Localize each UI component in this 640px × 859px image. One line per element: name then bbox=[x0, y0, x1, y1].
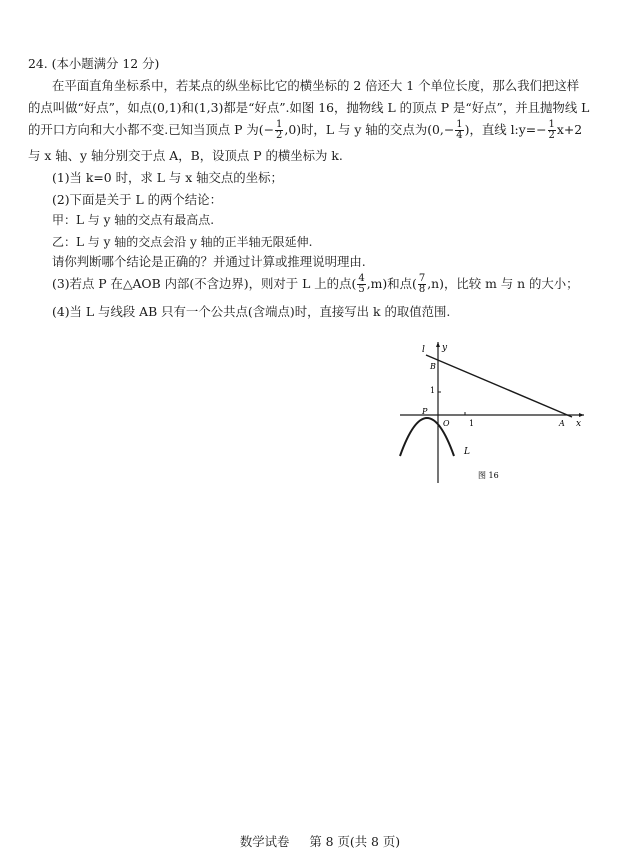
fraction-denominator: 5 bbox=[358, 284, 365, 295]
question-2-prompt: 请你判断哪个结论是正确的？并通过计算或推理说明理由. bbox=[52, 254, 366, 269]
footer-subject: 数学试卷 bbox=[239, 834, 290, 849]
label-y-1: 1 bbox=[430, 386, 436, 395]
label-l: l bbox=[422, 345, 425, 355]
fraction-slope bbox=[548, 120, 556, 141]
x-axis-arrow bbox=[579, 413, 584, 417]
text-segment: x+2 bbox=[556, 122, 583, 137]
line-l bbox=[426, 355, 572, 417]
fraction-numerator: 1 bbox=[276, 119, 283, 130]
fraction-numerator: 4 bbox=[358, 273, 365, 284]
label-L: L bbox=[464, 447, 470, 457]
fraction-denominator: 2 bbox=[276, 130, 283, 141]
fraction-denominator: 4 bbox=[456, 130, 463, 141]
figure-16 bbox=[396, 338, 586, 488]
y-axis-arrow bbox=[436, 342, 440, 347]
label-P: P bbox=[422, 407, 428, 416]
problem-paragraph-line-2: 的点叫做“好点”，如点(0,1)和(1,3)都是“好点”.如图 16，抛物线 L 的顶点 P 是“好点”，并且抛物线 L bbox=[28, 100, 590, 115]
question-4: (4)当 L 与线段 AB 只有一个公共点(含端点)时，直接写出 k 的取值范围. bbox=[52, 304, 451, 319]
label-B: B bbox=[430, 362, 436, 371]
statement-jia: 甲：L 与 y 轴的交点有最高点. bbox=[52, 213, 215, 227]
footer-page-number: 第 8 页(共 8 页) bbox=[309, 834, 401, 849]
fraction-numerator: 7 bbox=[418, 273, 426, 284]
problem-paragraph-line-3 bbox=[28, 120, 616, 141]
fraction-seven-eighths bbox=[418, 274, 426, 295]
fraction-one-half bbox=[275, 120, 283, 141]
problem-header: 24. (本小题满分 12 分) bbox=[28, 56, 160, 71]
question-3 bbox=[52, 274, 616, 295]
text-segment: (3)若点 P 在△AOB 内部(不含边界)，则对于 L 上的点( bbox=[52, 276, 357, 291]
figure-caption: 图 16 bbox=[478, 471, 499, 480]
text-segment: 的开口方向和大小都不变.已知当顶点 P 为(− bbox=[28, 122, 275, 137]
label-A: A bbox=[559, 419, 565, 428]
fraction-four-fifths bbox=[357, 274, 365, 295]
fraction-denominator: 2 bbox=[548, 130, 555, 141]
label-O: O bbox=[443, 419, 450, 428]
label-x-1: 1 bbox=[469, 419, 475, 428]
text-segment: ,0)时，L 与 y 轴的交点为(0,− bbox=[284, 122, 455, 137]
text-segment: ,m)和点( bbox=[366, 276, 417, 291]
problem-paragraph-line-1: 在平面直角坐标系中，若某点的纵坐标比它的横坐标的 2 倍还大 1 个单位长度，那么我们把这样 bbox=[52, 78, 580, 93]
page-footer bbox=[0, 832, 640, 850]
label-y: y bbox=[442, 343, 448, 353]
fraction-numerator: 1 bbox=[456, 119, 463, 130]
text-segment: )，直线 l:y=− bbox=[464, 122, 547, 137]
problem-paragraph-line-4: 与 x 轴、y 轴分别交于点 A，B，设顶点 P 的横坐标为 k. bbox=[28, 148, 343, 163]
question-1: (1)当 k=0 时，求 L 与 x 轴交点的坐标； bbox=[52, 170, 283, 185]
fraction-one-quarter bbox=[455, 120, 463, 141]
text-segment: ,n)，比较 m 与 n 的大小； bbox=[427, 276, 579, 291]
label-x: x bbox=[576, 419, 582, 429]
fraction-denominator: 8 bbox=[418, 284, 426, 295]
question-2: (2)下面是关于 L 的两个结论： bbox=[52, 192, 222, 207]
fraction-numerator: 1 bbox=[548, 119, 555, 130]
statement-yi: 乙：L 与 y 轴的交点会沿 y 轴的正半轴无限延伸. bbox=[52, 235, 313, 249]
